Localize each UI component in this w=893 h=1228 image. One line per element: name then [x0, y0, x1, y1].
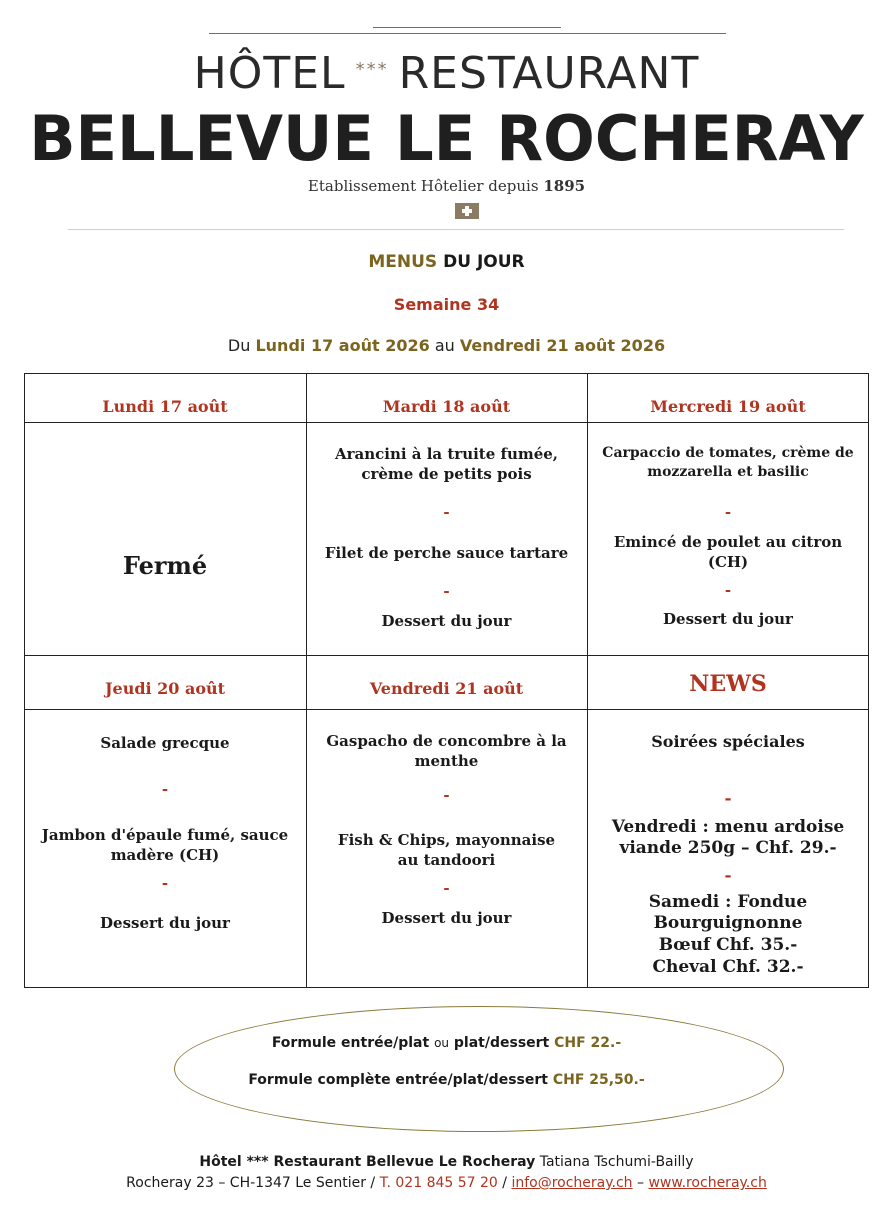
- stars: ***: [355, 59, 389, 80]
- news-header: NEWS: [689, 671, 767, 697]
- tagline-text: Etablissement Hôtelier depuis: [307, 177, 539, 195]
- formule2-price: CHF 25,50.-: [552, 1072, 645, 1088]
- table-divider: [24, 422, 869, 423]
- tagline-year: 1895: [543, 177, 586, 195]
- menu-separator: -: [443, 879, 450, 897]
- formule-line2: [0, 1072, 893, 1088]
- saturday-line1: Samedi : Fondue: [648, 892, 808, 912]
- footer-phone: T. 021 845 57 20: [379, 1175, 498, 1191]
- header-rule-top: [373, 27, 561, 28]
- menu-separator: -: [443, 786, 450, 804]
- swiss-cross-icon: [455, 203, 479, 219]
- menu-separator: -: [443, 582, 450, 600]
- wednesday-header: Mercredi 19 août: [650, 397, 806, 416]
- tagline: [0, 177, 893, 195]
- news-title: Soirées spéciales: [651, 732, 805, 751]
- tuesday-dessert: Dessert du jour: [381, 612, 512, 630]
- footer-business-name: Hôtel *** Restaurant Bellevue Le Rocheray: [199, 1154, 536, 1170]
- wednesday-main: Emincé de poulet au citron (CH): [613, 533, 843, 571]
- menus-word: MENUS: [368, 252, 438, 272]
- menu-separator: -: [443, 503, 450, 521]
- brand-name: BELLEVUE LE ROCHERAY: [29, 102, 864, 175]
- menu-separator: -: [161, 780, 169, 798]
- footer-line1: [0, 1154, 893, 1170]
- friday-dessert: Dessert du jour: [381, 909, 512, 927]
- formule-line1: [0, 1035, 893, 1051]
- formule2-text: Formule complète entrée/plat/dessert: [248, 1072, 548, 1088]
- formule1-b: plat/dessert: [453, 1035, 550, 1051]
- hotel-restaurant-line: [0, 48, 893, 102]
- header-separator: [68, 229, 844, 230]
- thursday-dessert: Dessert du jour: [100, 914, 230, 932]
- footer-website-link[interactable]: www.rocheray.ch: [648, 1175, 767, 1191]
- du-jour-word: DU JOUR: [443, 252, 525, 272]
- wednesday-dessert: Dessert du jour: [663, 610, 793, 628]
- range-prefix: Du: [227, 336, 251, 355]
- friday-special-line1: Vendredi : menu ardoise: [611, 817, 845, 837]
- thursday-header: Jeudi 20 août: [104, 679, 226, 698]
- saturday-line3: Bœuf Chf. 35.-: [658, 935, 798, 955]
- footer-sep2: –: [637, 1175, 645, 1191]
- table-divider: [24, 709, 869, 710]
- menu-separator: -: [724, 789, 732, 809]
- monday-header: Lundi 17 août: [102, 397, 228, 416]
- menus-du-jour-title: [0, 252, 893, 272]
- menu-separator: -: [161, 874, 169, 892]
- range-end: Vendredi 21 août 2026: [459, 336, 666, 355]
- formule1-or: ou: [434, 1036, 450, 1050]
- footer-line2: [0, 1175, 893, 1191]
- formule1-price: CHF 22.-: [554, 1035, 622, 1051]
- friday-starter: Gaspacho de concombre à la menthe: [326, 732, 567, 770]
- thursday-main: Jambon d'épaule fumé, sauce madère (CH): [41, 826, 289, 864]
- footer-sep1: /: [502, 1175, 507, 1191]
- range-mid: au: [434, 336, 455, 355]
- menu-separator: -: [724, 503, 732, 521]
- wednesday-starter: Carpaccio de tomates, crème de mozzarella et basilic: [602, 445, 854, 480]
- header-rule-second: [209, 33, 726, 34]
- formules-ellipse: [174, 1006, 784, 1132]
- date-range: [0, 336, 893, 355]
- formule1-a: Formule entrée/plat: [271, 1035, 430, 1051]
- tuesday-starter: Arancini à la truite fumée, crème de petits pois: [334, 445, 559, 483]
- menu-separator: -: [724, 581, 732, 599]
- saturday-line4: Cheval Chf. 32.-: [652, 957, 804, 977]
- footer-email-link[interactable]: info@rocheray.ch: [511, 1175, 633, 1191]
- friday-header: Vendredi 21 août: [369, 679, 524, 698]
- menu-separator: -: [724, 866, 732, 886]
- hotel-word: HÔTEL: [193, 48, 346, 99]
- week-title: Semaine 34: [393, 295, 500, 314]
- restaurant-word: RESTAURANT: [398, 48, 700, 99]
- thursday-starter: Salade grecque: [100, 734, 230, 752]
- monday-closed: Fermé: [122, 551, 208, 580]
- footer-owner: Tatiana Tschumi-Bailly: [539, 1154, 694, 1170]
- saturday-line2: Bourguignonne: [653, 913, 803, 933]
- tuesday-header: Mardi 18 août: [382, 397, 511, 416]
- tuesday-main: Filet de perche sauce tartare: [324, 544, 569, 562]
- table-divider: [24, 655, 869, 656]
- friday-special-line2: viande 250g – Chf. 29.-: [619, 838, 837, 858]
- footer-address: Rocheray 23 – CH-1347 Le Sentier /: [126, 1175, 376, 1191]
- range-start: Lundi 17 août 2026: [255, 336, 430, 355]
- friday-main: Fish & Chips, mayonnaise au tandoori: [337, 831, 556, 869]
